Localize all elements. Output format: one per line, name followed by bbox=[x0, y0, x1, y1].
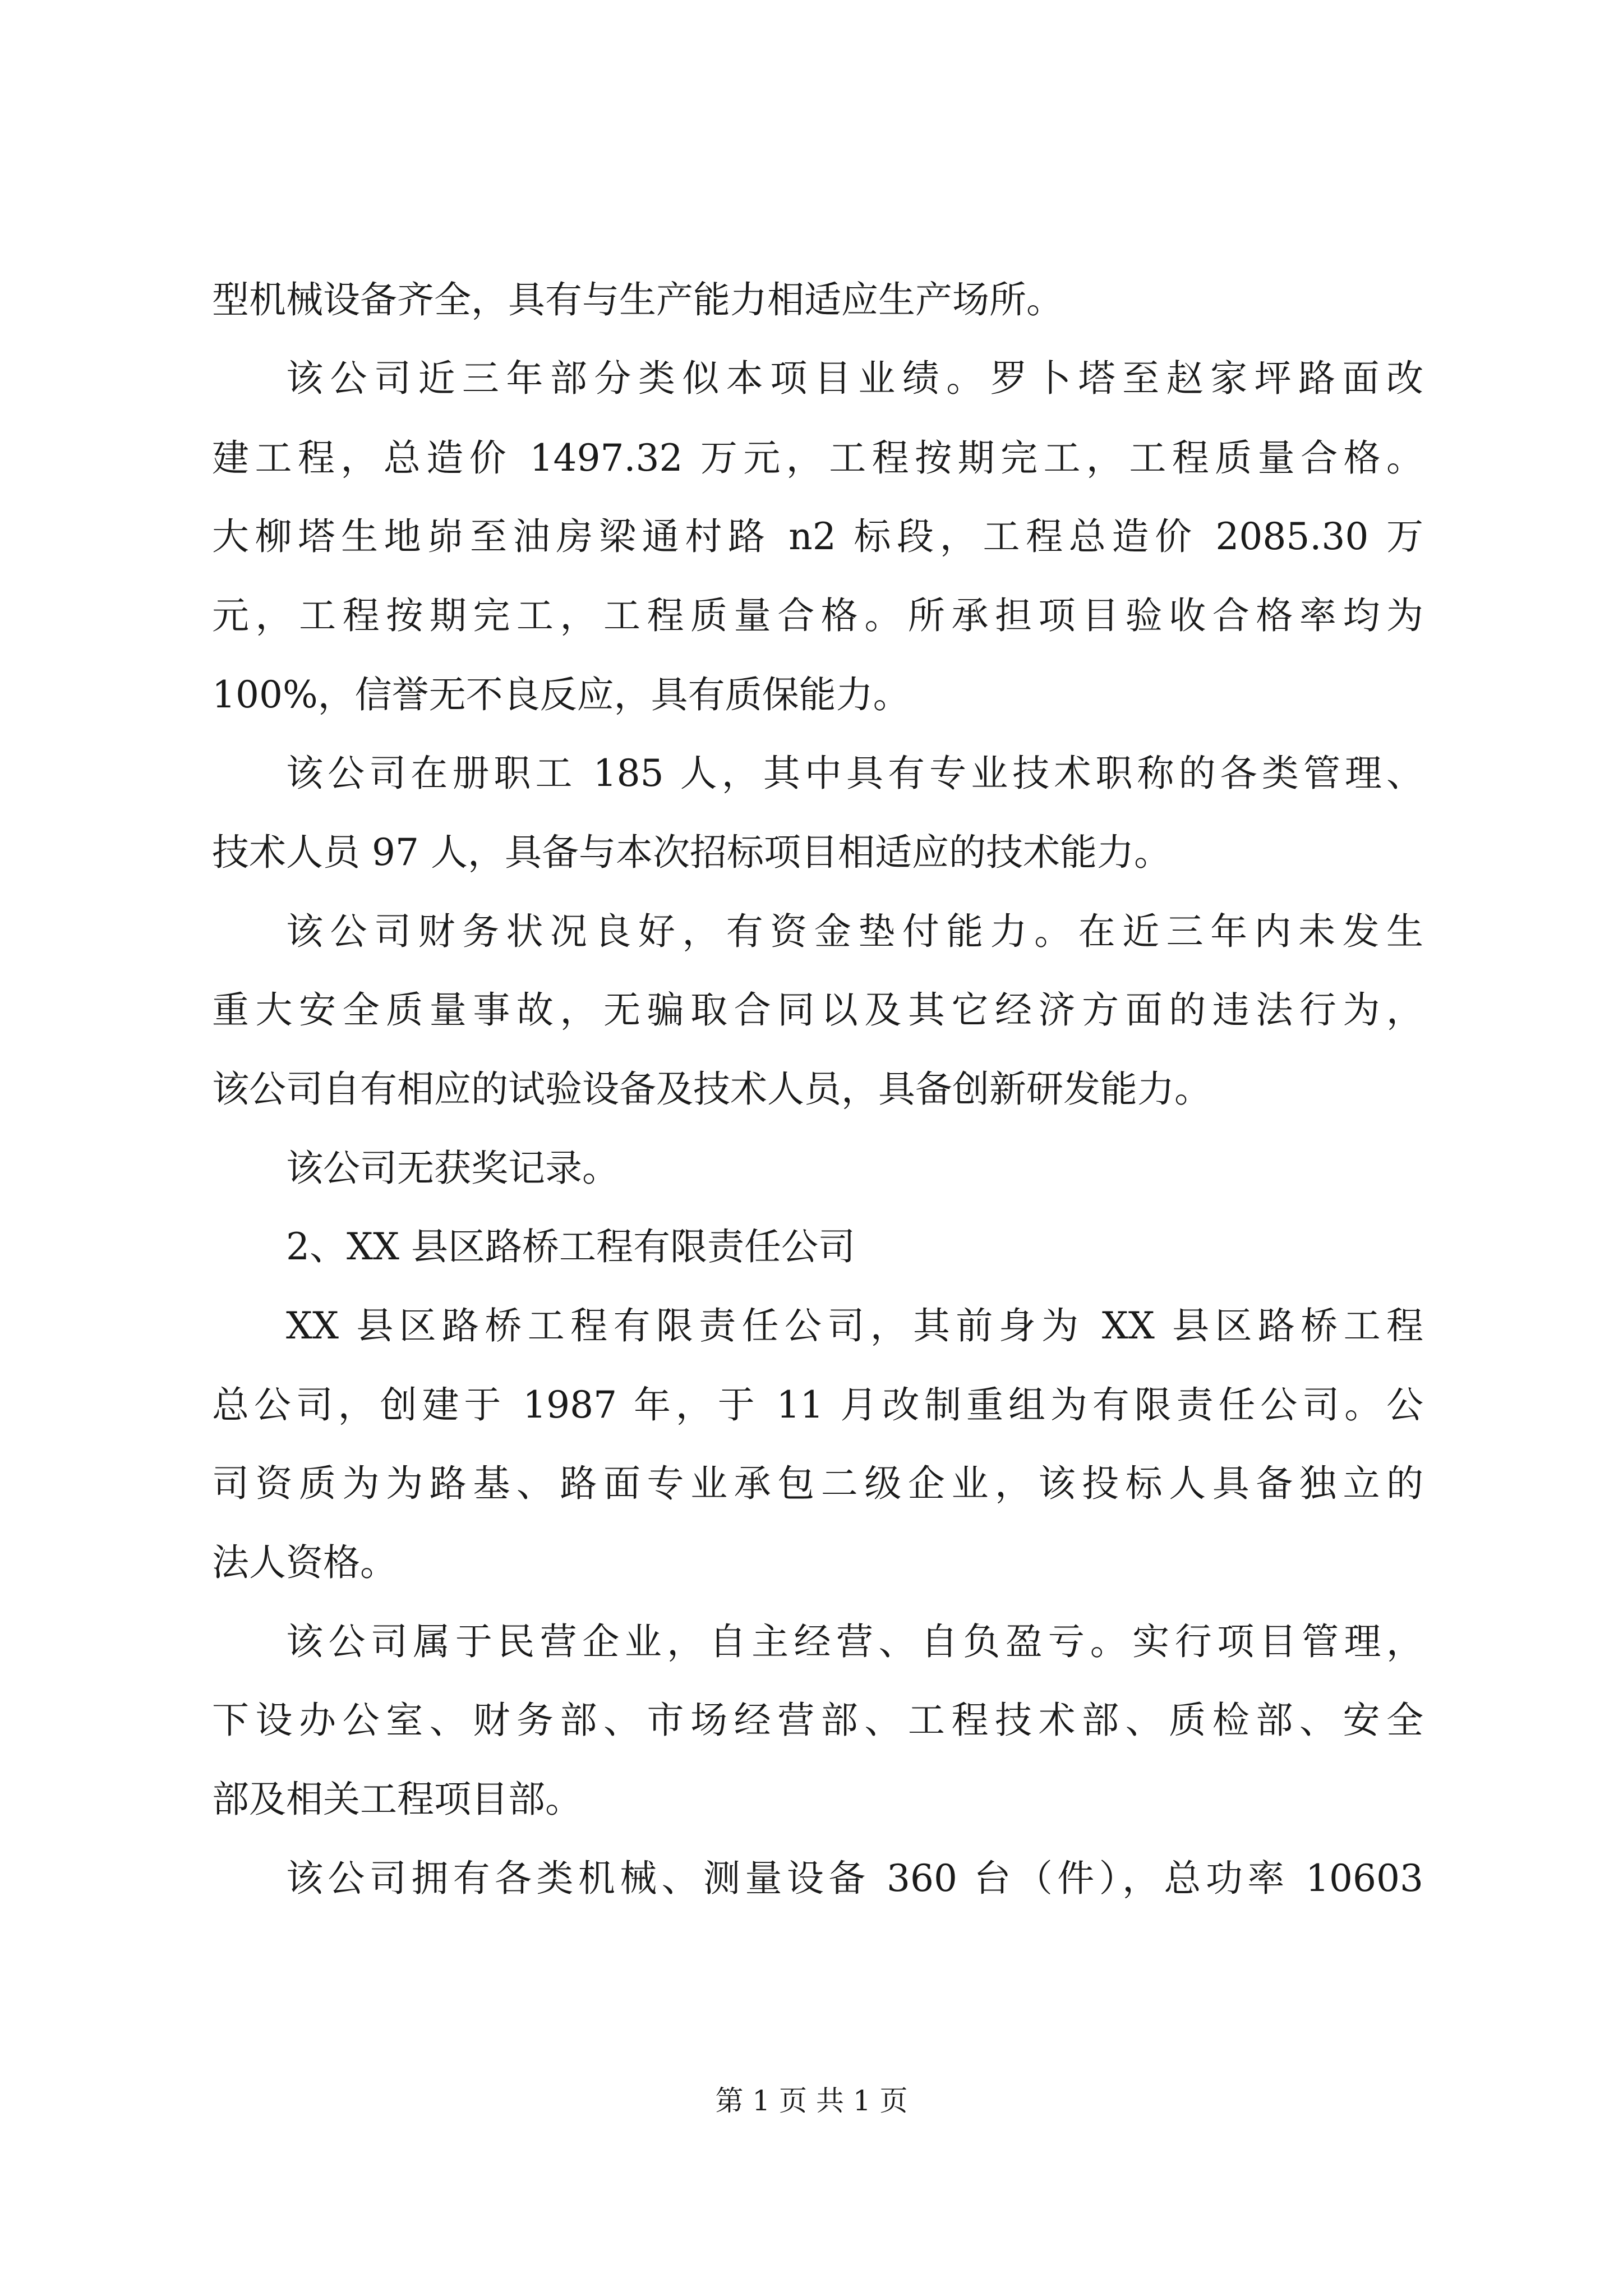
text-line: 元，工程按期完工，工程质量合格。所承担项目验收合格率均为 bbox=[212, 594, 1423, 637]
text-line: 该公司拥有各类机械、测量设备 360 台（件），总功率 10603 bbox=[286, 1857, 1423, 1900]
text-line: 法人资格。 bbox=[212, 1541, 397, 1584]
page-footer: 第 1 页 共 1 页 bbox=[715, 2085, 908, 2117]
text-line: 该公司属于民营企业，自主经营、自负盈亏。实行项目管理， bbox=[286, 1620, 1423, 1663]
text-line: 该公司近三年部分类似本项目业绩。罗卜塔至赵家坪路面改 bbox=[286, 357, 1423, 400]
text-line: 大柳塔生地峁至油房梁通村路 n2 标段，工程总造价 2085.30 万 bbox=[212, 515, 1423, 558]
text-line: 重大安全质量事故，无骗取合同以及其它经济方面的违法行为， bbox=[212, 988, 1423, 1032]
text-line: 下设办公室、财务部、市场经营部、工程技术部、质检部、安全 bbox=[212, 1699, 1423, 1742]
text-line: 该公司在册职工 185 人，其中具有专业技术职称的各类管理、 bbox=[286, 752, 1423, 795]
text-line: 技术人员 97 人，具备与本次招标项目相适应的技术能力。 bbox=[212, 831, 1171, 874]
text-line: 该公司财务状况良好，有资金垫付能力。在近三年内未发生 bbox=[286, 910, 1423, 953]
text-line: 该公司无获奖记录。 bbox=[286, 1147, 619, 1190]
text-line: 该公司自有相应的试验设备及技术人员，具备创新研发能力。 bbox=[212, 1068, 1211, 1111]
section-heading: 2、XX 县区路桥工程有限责任公司 bbox=[286, 1225, 855, 1268]
text-line: 司资质为为路基、路面专业承包二级企业，该投标人具备独立的 bbox=[212, 1462, 1423, 1505]
text-line: 部及相关工程项目部。 bbox=[212, 1778, 582, 1821]
text-line: 100%，信誉无不良反应，具有质保能力。 bbox=[212, 673, 910, 716]
text-line: 型机械设备齐全，具有与生产能力相适应生产场所。 bbox=[212, 278, 1063, 321]
text-line: 总公司，创建于 1987 年，于 11 月改制重组为有限责任公司。公 bbox=[212, 1383, 1423, 1427]
text-line: XX 县区路桥工程有限责任公司，其前身为 XX 县区路桥工程 bbox=[286, 1304, 1423, 1347]
text-line: 建工程，总造价 1497.32 万元，工程按期完工，工程质量合格。 bbox=[212, 436, 1423, 480]
